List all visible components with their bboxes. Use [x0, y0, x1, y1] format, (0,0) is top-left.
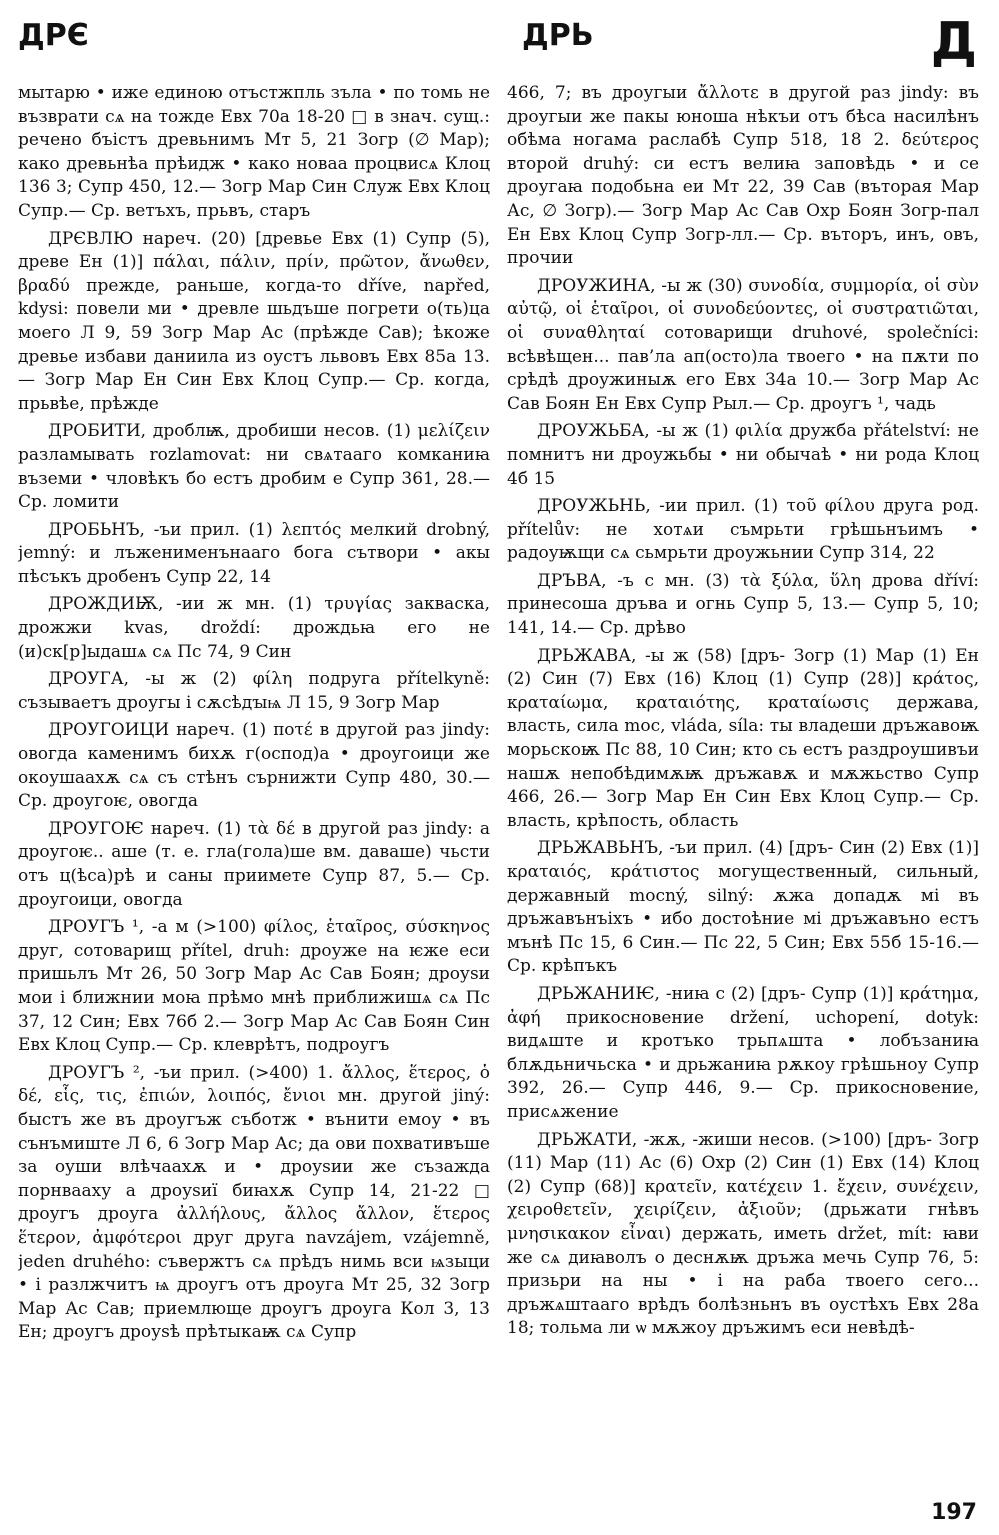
dictionary-entry: 466, 7; въ дроугыи ἄλλοτε в другой раз jindy: въ дроугыи же пакы юноша нѣкъи отъ бѣса насилѣнъ обѣма ногама раслабѣ Супр 518, 18 2. δεύτερος второй druhý: си естъ велиꙗ заповѣдь • и се дроугаꙗ подобьна еи Мт 22, 39 Сав (въторая Мар Ас, ∅ Зогр).— Зогр Мар Ас Сав Охр Боян Зогр-пал Ен Евх Клоц Супр Зогр-лл.— Ср. въторъ, инъ, овъ, прочии [507, 83, 979, 269]
left-column [18, 82, 490, 1482]
dictionary-entry: ДРОБИТИ, дроблѭ, дробиши несов. (1) μελίζειν разламывать rozlamovat: ни свѧтаагo комканиꙗ въземи • чловѣкъ бо естъ дробим е Супр 361, 28.— Ср. ломити [18, 421, 490, 513]
dictionary-entry: ДРОУГЪ ¹, -а м (>100) φίλος, ἑταῖρος, σύσκηνος друг, сотоварищ přítel, druh: дроуже на ѥже еси пришьлъ Мт 26, 50 Зогр Мар Ас Сав Боян; дроуѕи мои і ближнии моꙗ прѣмо мнѣ приближишѧ сѧ Пс 37, 12 Син; Евх 76б 2.— Зогр Мар Ас Сав Боян Син Евх Клоц Супр.— Ср. клеврѣтъ, подроугъ [18, 917, 490, 1056]
dictionary-entry: ДРЬЖАВА, -ы ж (58) [дръ- Зогр (1) Мар (1) Ен (2) Син (7) Евх (16) Клоц (1) Супр (28)] κράτος, κραταίωμα, κραταιότης, κραταίωσις держава, власть, сила moc, vláda, síla: ты владеши дръжавоѭ морьскоѭ Пс 88, 10 Син; кто сь естъ раздроушивъи нашѫ непобѣдимѫѭ дръжавѫ и мѫжьство Супр 466, 26.— Зогр Мар Ен Син Евх Клоц Супр.— Ср. власть, крѣпость, область [507, 645, 979, 831]
dictionary-entry: ДРОУЖИНА, -ы ж (30) συνοδία, συμμορία, οἱ σὺν αὐτῷ, οἱ ἑταῖροι, οἱ συνοδεύοντες, οἱ συστρατιῶται, οἱ συναθληταί сотоварищи druhové, společníci: всѣвѣщен... пав’ла ап(осто)ла твоего • на пѫти по срѣдѣ дроужиныѫ его Евх 34а 10.— Зогр Мар Ас Сав Боян Ен Евх Супр Рыл.— Ср. дроугъ ¹, чадь [507, 275, 979, 414]
dictionary-entry: мытарю • иже единою отъстжпль зъла • по томь не възврати сѧ на тожде Евх 70а 18-20 □ в знач. сущ.: речено бъістъ древьнимъ Мт 5, 21 Зогр (∅ Мар); како древьнѣа прѣидж • како новаа процвисѧ Клоц 136 3; Супр 450, 12.— Зогр Мар Син Служ Евх Клоц Супр.— Ср. ветъхъ, прьвъ, старъ [18, 83, 490, 221]
dictionary-entry: ДРОУГОИЦИ нареч. (1) ποτέ в другой раз jindy: овогда каменимъ бихѫ г(оспод)а • дроугоици же окоушаахѫ сѧ съ стѣнъ сърнижти Супр 480, 30.— Ср. дроугоѥ, овогда [18, 720, 490, 812]
running-head-left: ДРЄ [18, 18, 89, 53]
right-column [507, 82, 979, 1482]
section-letter: Д [930, 12, 977, 72]
dictionary-entry: ДРОУГЪ ², -ъи прил. (>400) 1. ἄλλος, ἕτερος, ὁ δέ, εἷς, τις, ἐπιών, λοιπός, ἔνιοι мн. другой jiný: быстъ же въ дроугъж съботж • вънити емоу • въ сънъмиште Л 6, 6 Зогр Мар Ас; да ови похвативъше за оуши влѣчаахѫ и • дроуѕии же съзажда порнвааху а дроуѕиї биꙗхѫ Супр 14, 21-22 □ дроугъ дроуга ἀλλήλους, ἄλλος ἄλλον, ἕτερος ἕτερον, ἀμφότεροι друг друга navzájem, vzájemně, jeden druhého: съвержтъ сѧ прѣдъ нимь вси ѩзыци • і разлжчитъ ѩ дроугъ отъ дроуга Мт 25, 32 Зогр Мар Ас Сав; приемлюще дроугъ дроуга Кол 3, 13 Ен; дроугъ дроуѕѣ прѣтыкаѭ сѧ Супр [18, 1062, 490, 1343]
dictionary-entry: ДРОУГА, -ы ж (2) φίλη подруга přítelkyně: съзываетъ дроугы і сѫсѣдꙑѩ Л 15, 9 Зогр Мар [18, 669, 490, 713]
dictionary-entry: ДРЬЖАВЬНЪ, -ъи прил. (4) [дръ- Син (2) Евх (1)] κραταιός, κράτιστος могущественный, сильный, державный mocný, silný: ѫжа допадѫ мі въ дръжавънъіхъ • ибо достоѣние мі дръжавъно естъ мънѣ Пс 15, 6 Син.— Пс 22, 5 Син; Евх 55б 15-16.— Ср. крѣпъкъ [507, 838, 979, 977]
running-head-right: ДРЬ [522, 18, 594, 53]
dictionary-entry: ДРОУГОѤ нареч. (1) τὰ δέ в другой раз jindy: а дроугоѥ.. аше (т. е. гла(гола)ше вм. даваше) чьсти отъ ц(ѣса)рѣ и саны приимете Супр 87, 5.— Ср. дроугоици, овогда [18, 818, 490, 910]
page-number: 197 [931, 1500, 977, 1525]
dictionary-entry: ДРЪВА, -ъ с мн. (3) τὰ ξύλα, ὕλη дрова dříví: принесоша дръва и огнь Супр 5, 13.— Супр 5, 10; 141, 14.— Ср. дрѣво [507, 570, 979, 639]
dictionary-entry: ДРОУЖЬБА, -ы ж (1) φιλία дружба přátelství: не помнитъ ни дроужьбы • ни обычаѣ • ни рода Клоц 4б 15 [507, 421, 979, 489]
dictionary-entry: ДРОУЖЬНЬ, -ии прил. (1) τοῦ φίλου друга род. přítelův: не хотѧи съмрьти грѣшьнъимъ • радоуѭщи сѧ сьмрьти дроужьнии Супр 314, 22 [507, 496, 979, 564]
dictionary-entry: ДРЬЖАНИѤ, -ниꙗ с (2) [дръ- Супр (1)] κράτημα, ἀφή прикосновение držení, uchopení, dotyk: видѧште и кротъко трьпѧшта • лобъзаниꙗ блѫдьничьска • и дрьжаниꙗ рѫкоу грѣшьноу Супр 392, 26.— Супр 446, 9.— Ср. прикосновение, присѧжение [507, 983, 979, 1122]
dictionary-entry: ДРОЖДИѬ, -ии ж мн. (1) τρυγίας закваска, дрожжи kvas, droždí: дрождьꙗ его не (и)ск[р]ыдашѧ сѧ Пс 74, 9 Син [18, 594, 490, 662]
dictionary-entry: ДРОБЬНЪ, -ъи прил. (1) λεπτός мелкий drobný, jemný: и лъженименънаагo бога сътвори • акы пѣсъкъ дробенъ Супр 22, 14 [18, 519, 490, 587]
dictionary-entry: ДРЄВЛЮ нареч. (20) [древье Евх (1) Супр (5), древе Ен (1)] πάλαι, πάλιν, πρίν, πρῶτον, ἄνωθεν, βραδύ прежде, раньше, когда-то dříve, napřed, kdysi: повели ми • древле шьдъше погрети о(ть)ца моего Л 9, 59 Зогр Мар Ас (прѣжде Сав); ѣкоже древье избави даниила из оустъ львовъ Евх 85а 13.— Зогр Мар Ен Син Евх Клоц Супр.— Ср. когда, прьвѣе, прѣжде [18, 228, 490, 414]
dictionary-entry: ДРЬЖАТИ, -жѫ, -жиши несов. (>100) [дръ- Зогр (11) Мар (11) Ас (6) Охр (2) Син (1) Евх (14) Клоц (2) Супр (68)] κρατεῖν, κατέχειν 1. ἔχειν, συνέχειν, χειροθετεῖν, χειρίζειν, ἀξιοῦν; (дрьжати гнѣвъ μνησικακον εἶναι) держать, иметь držet, mít: ꙗви же сѧ диꙗволъ о деснѫѭ дръжа мечь Супр 76, 5: призьри на ны • і на раба твоего сего... дръжѧштааго врѣдъ болѣзньнъ въ оустѣхъ Евх 28а 18; тольма ли ѡ мѫжоу дръжимъ еси невѣдѣ- [507, 1129, 979, 1339]
